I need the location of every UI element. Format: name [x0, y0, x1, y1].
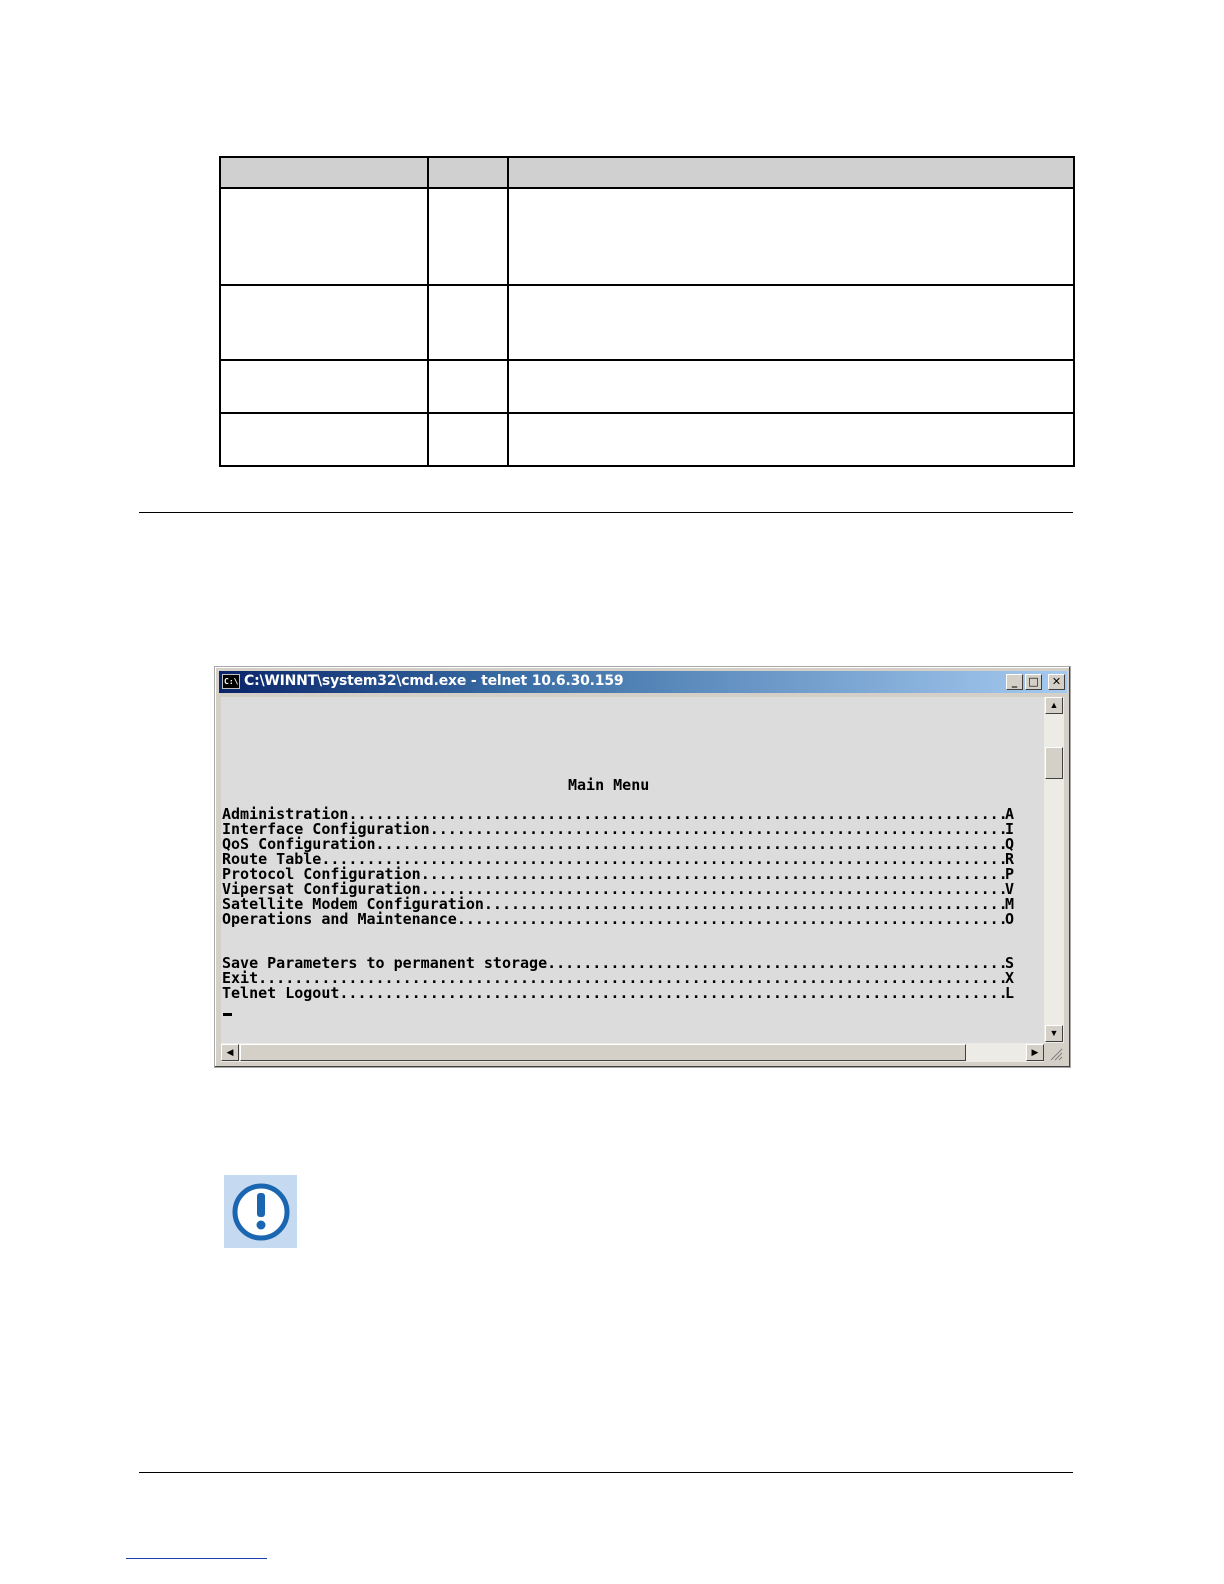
cmd-icon: C:\ [222, 674, 240, 689]
main-menu-list [222, 807, 1014, 927]
menu-item-operations-and-maintenance[interactable]: Operations and Maintenance ..... O [222, 912, 1014, 927]
menu-item-satellite-modem-configuration[interactable]: Satellite Modem Configuration ..... M [222, 897, 1014, 912]
secondary-menu-list [222, 956, 1014, 1001]
horizontal-scrollbar[interactable] [221, 1043, 1044, 1062]
table-row [220, 188, 1074, 285]
window-title: C:\WINNT\system32\cmd.exe - telnet 10.6.30.159 [244, 673, 624, 689]
table-row [220, 285, 1074, 360]
menu-item-save-parameters[interactable]: Save Parameters to permanent storage ..... S [222, 956, 1014, 971]
vertical-scrollbar[interactable] [1044, 697, 1064, 1043]
scroll-down-arrow-icon[interactable]: ▼ [1045, 1025, 1063, 1042]
text-cursor [223, 1013, 232, 1016]
section-divider [139, 512, 1073, 513]
maximize-button[interactable]: □ [1025, 674, 1042, 690]
minimize-button[interactable]: _ [1006, 674, 1023, 690]
table-row [220, 413, 1074, 466]
menu-item-administration[interactable]: Administration ..... A [222, 807, 1014, 822]
scroll-right-arrow-icon[interactable]: ▶ [1026, 1044, 1044, 1061]
scroll-up-arrow-icon[interactable]: ▲ [1045, 697, 1063, 714]
menu-item-telnet-logout[interactable]: Telnet Logout ..... L [222, 986, 1014, 1001]
console-output[interactable] [221, 697, 1044, 1043]
parameter-table [219, 156, 1075, 467]
menu-item-interface-configuration[interactable]: Interface Configuration ..... I [222, 822, 1014, 837]
console-window [214, 666, 1071, 1068]
menu-item-exit[interactable]: Exit ..... X [222, 971, 1014, 986]
menu-item-vipersat-configuration[interactable]: Vipersat Configuration ..... V [222, 882, 1014, 897]
footer-divider [139, 1472, 1073, 1473]
table-header-row [220, 157, 1074, 188]
exclamation-circle-icon [224, 1175, 297, 1248]
console-titlebar[interactable] [219, 671, 1067, 693]
vertical-scroll-thumb[interactable] [1045, 747, 1063, 779]
close-button[interactable]: ✕ [1048, 674, 1065, 690]
resize-grip-icon[interactable] [1045, 1043, 1064, 1062]
horizontal-scroll-thumb[interactable] [240, 1044, 966, 1061]
menu-item-route-table[interactable]: Route Table ..... R [222, 852, 1014, 867]
menu-item-qos-configuration[interactable]: QoS Configuration ..... Q [222, 837, 1014, 852]
menu-item-protocol-configuration[interactable]: Protocol Configuration ..... P [222, 867, 1014, 882]
footer-link-underline [126, 1558, 267, 1559]
menu-title: Main Menu [568, 776, 650, 794]
table-row [220, 360, 1074, 413]
scroll-left-arrow-icon[interactable]: ◀ [221, 1044, 239, 1061]
